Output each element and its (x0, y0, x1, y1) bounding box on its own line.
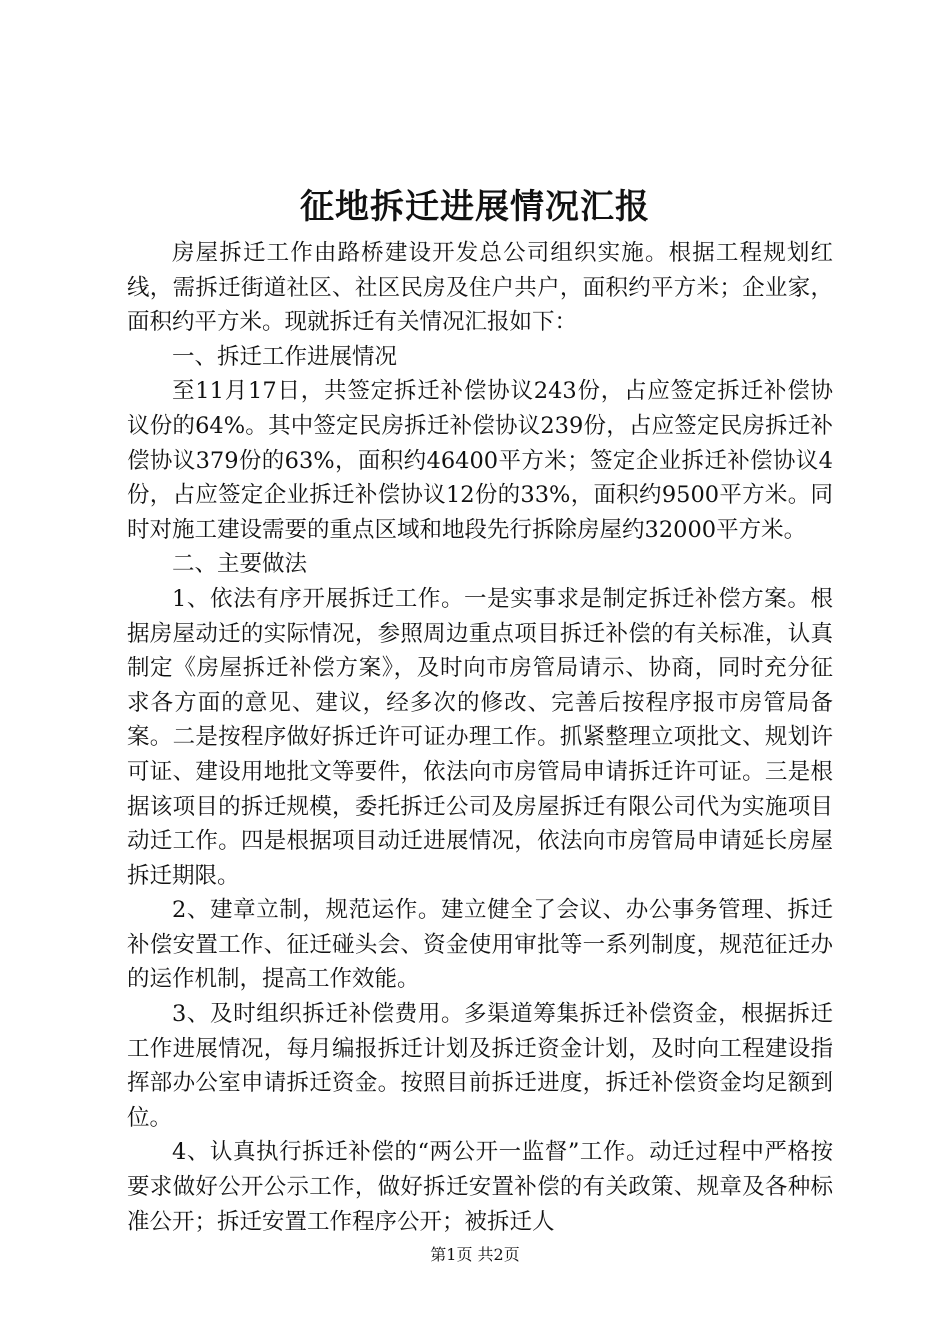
method-paragraph-4: 4、认真执行拆迁补偿的“两公开一监督”工作。动迁过程中严格按要求做好公开公示工作，做好拆迁安置补偿的有关政策、规章及各种标准公开；拆迁安置工作程序公开；被拆迁人 (127, 1139, 833, 1235)
method-paragraph-2: 2、建章立制，规范运作。建立健全了会议、办公事务管理、拆迁补偿安置工作、征迁碰头会、资金使用审批等一系列制度，规范征迁办的运作机制，提高工作效能。 (127, 897, 833, 993)
document-body (127, 236, 833, 1239)
method-paragraph-1: 1、依法有序开展拆迁工作。一是实事求是制定拆迁补偿方案。根据房屋动迁的实际情况，参照周边重点项目拆迁补偿的有关标准，认真制定《房屋拆迁补偿方案》，及时向市房管局请示、协商，同时充分征求各方面的意见、建议，经多次的修改、完善后按程序报市房管局备案。二是按程序做好拆迁许可证办理工作。抓紧整理立项批文、规划许可证、建设用地批文等要件，依法向市房管局申请拆迁许可证。三是根据该项目的拆迁规模，委托拆迁公司及房屋拆迁有限公司代为实施项目动迁工作。四是根据项目动迁进展情况，依法向市房管局申请延长房屋拆迁期限。 (127, 585, 833, 889)
progress-paragraph: 至11月17日，共签定拆迁补偿协议243份，占应签定拆迁补偿协议份的64%。其中签定民房拆迁补偿协议239份，占应签定民房拆迁补偿协议379份的63%，面积约46400平方米；签定企业拆迁补偿协议4份，占应签定企业拆迁补偿协议12份的33%，面积约9500平方米。同时对施工建设需要的重点区域和地段先行拆除房屋约32000平方米。 (127, 378, 833, 543)
method-paragraph-3: 3、及时组织拆迁补偿费用。多渠道筹集拆迁补偿资金，根据拆迁工作进展情况，每月编报拆迁计划及拆迁资金计划，及时向工程建设指挥部办公室申请拆迁资金。按照目前拆迁进度，拆迁补偿资金均足额到位。 (127, 1001, 833, 1131)
section-heading-methods: 二、主要做法 (172, 551, 308, 578)
document-title: 征地拆迁进展情况汇报 (300, 187, 650, 227)
intro-paragraph: 房屋拆迁工作由路桥建设开发总公司组织实施。根据工程规划红线，需拆迁街道社区、社区民房及住户共户，面积约平方米；企业家，面积约平方米。现就拆迁有关情况汇报如下： (127, 240, 833, 336)
page-number: 第1页 共2页 (430, 1245, 520, 1264)
section-heading-progress: 一、拆迁工作进展情况 (172, 343, 398, 370)
